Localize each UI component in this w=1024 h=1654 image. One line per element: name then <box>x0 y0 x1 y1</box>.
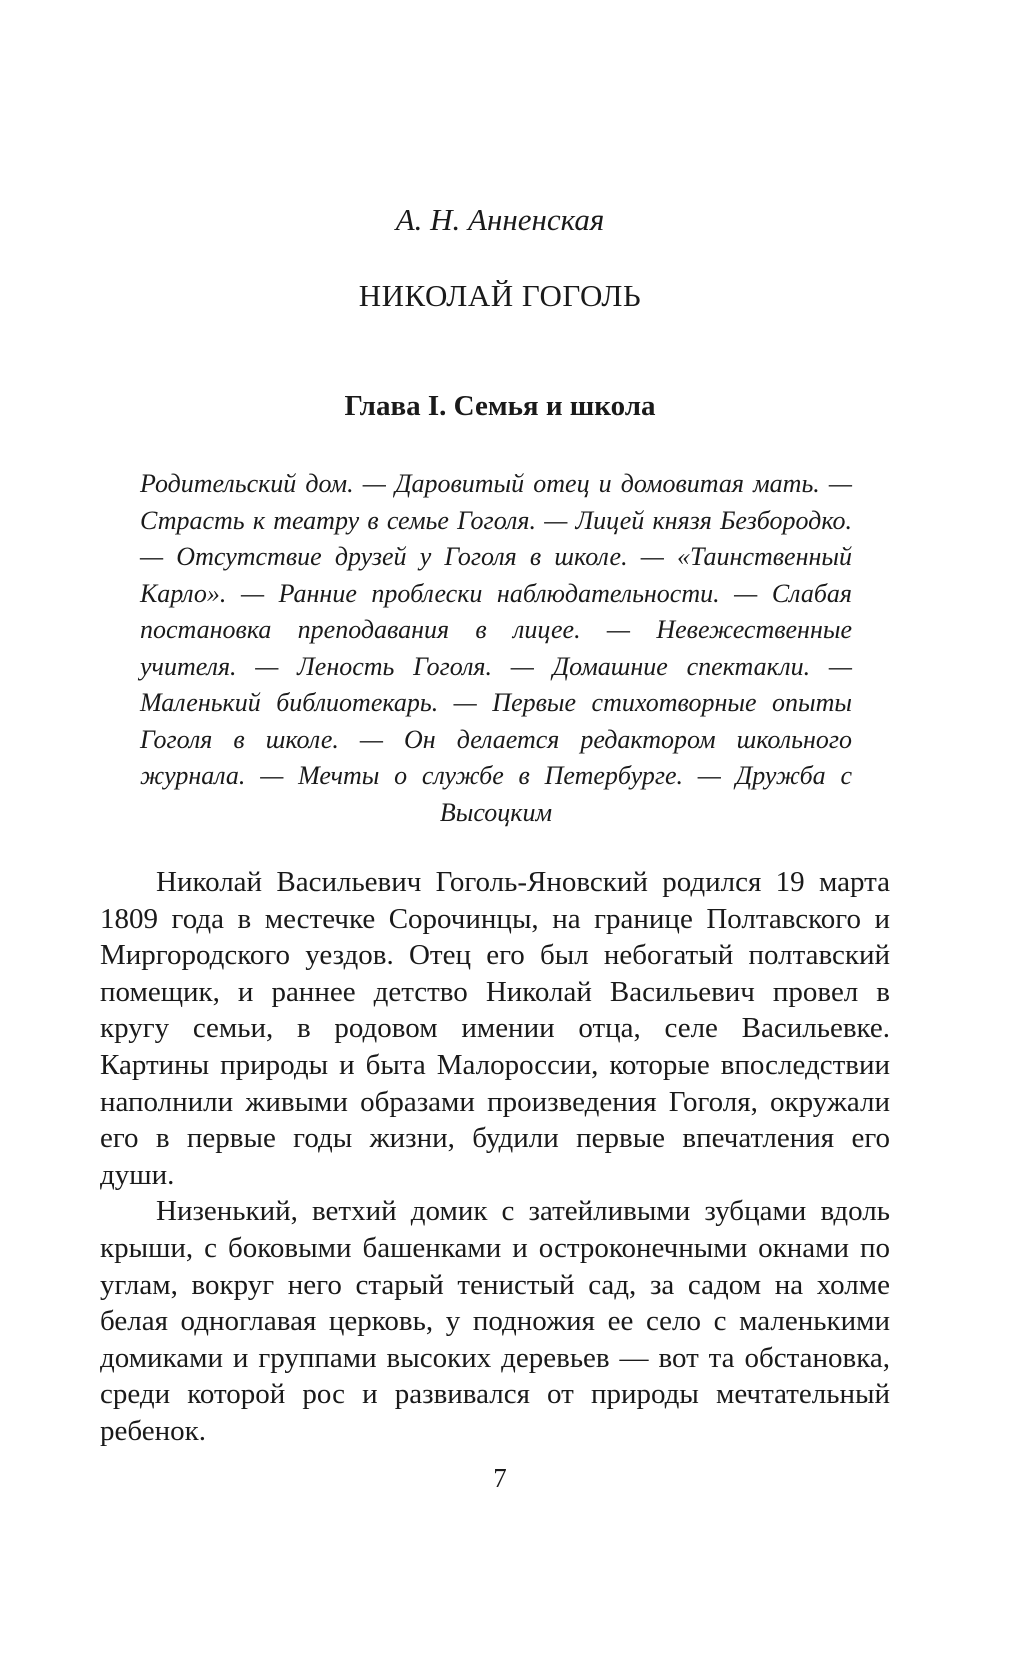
body-text <box>100 864 890 1450</box>
paragraph: Николай Васильевич Гоголь-Яновский родился 19 марта 1809 года в местечке Сорочинцы, на границе Полтавского и Миргородского уездов. Отец его был небогатый полтавский помещик, и раннее детство Николай Васильевич провел в кругу семьи, в родовом имении отца, селе Васильевке. Картины природы и быта Малороссии, которые впоследствии наполнили живыми образами произведения Гоголя, окружали его в первые годы жизни, будили первые впечатления его души. <box>100 866 890 1191</box>
page-number: 7 <box>493 1463 507 1493</box>
author-name: А. Н. Анненская <box>395 202 605 237</box>
paragraph: Низенький, ветхий домик с затейливыми зубцами вдоль крыши, с боковыми башенками и остроконечными окнами по углам, вокруг него старый тенистый сад, за садом на холме белая одноглавая церковь, у подножия ее село с маленькими домиками и группами высоких деревьев — вот та обстановка, среди которой рос и развивался от природы мечтательный ребенок. <box>100 1195 890 1447</box>
book-title: НИКОЛАЙ ГОГОЛЬ <box>358 278 642 313</box>
chapter-title: Глава I. Семья и школа <box>344 390 656 422</box>
chapter-synopsis: Родительский дом. — Даровитый отец и домовитая мать. — Страсть к театру в семье Гоголя. — Лицей князя Безбородко. — Отсутствие друзей у Гоголя в школе. — «Таинственный Карло». — Ранние проблески наблюдательности. — Слабая постановка преподавания в лицее. — Невежественные учителя. — Леность Гоголя. — Домашние спектакли. — Маленький библиотекарь. — Первые стихотворные опыты Гоголя в школе. — Он делается редактором школьного журнала. — Мечты о службе в Петербурге. — Дружба с Высоцким <box>140 469 852 827</box>
